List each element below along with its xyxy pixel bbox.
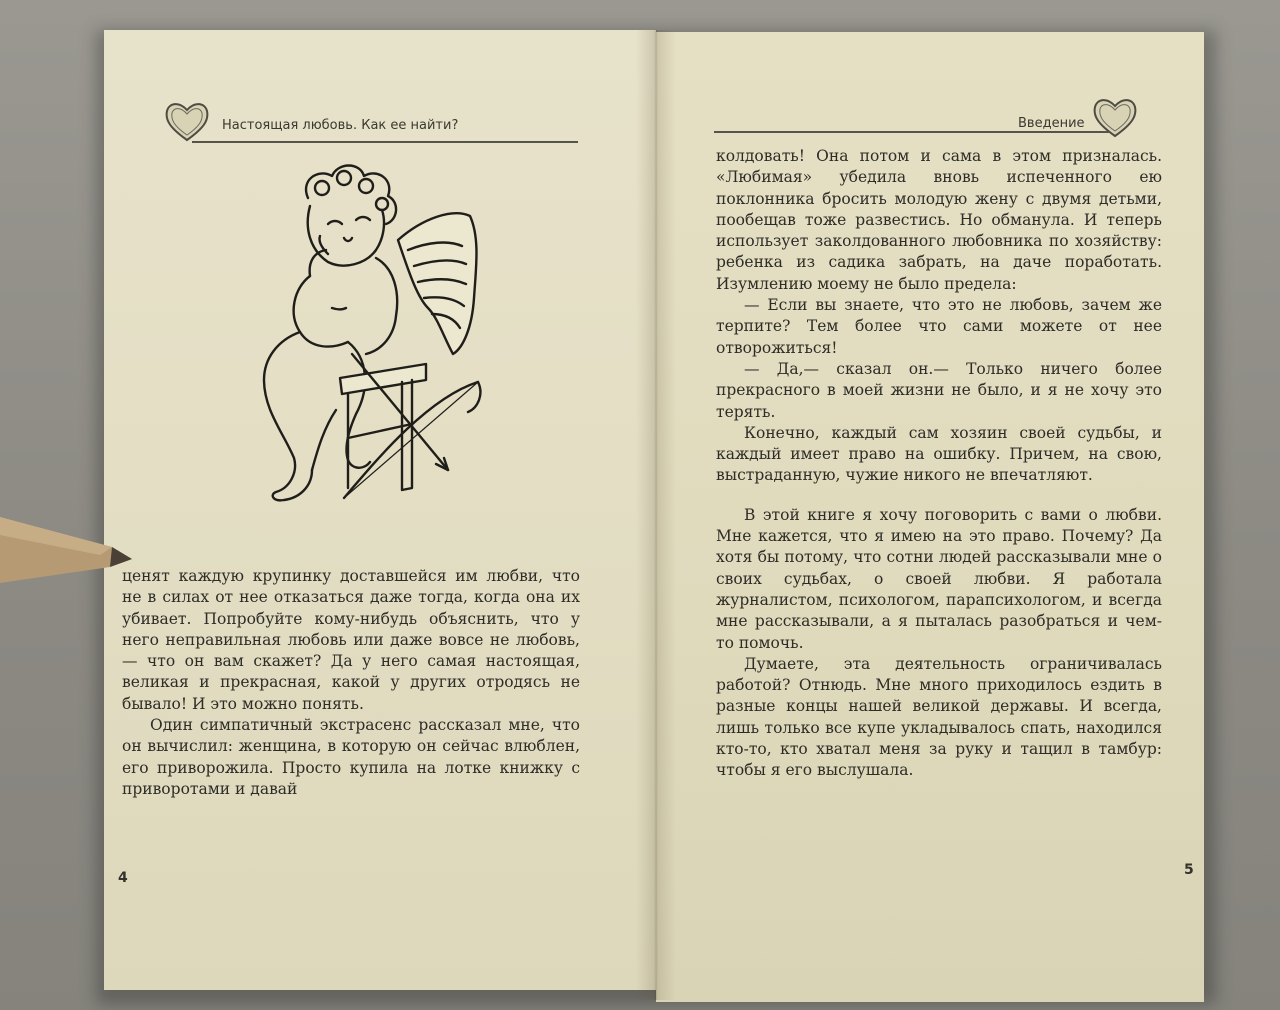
left-running-head: Настоящая любовь. Как ее найти? bbox=[222, 118, 459, 133]
paragraph: — Если вы знаете, что это не любовь, зачем же терпите? Тем более что сами можете от нее отворожиться! bbox=[716, 296, 1162, 357]
right-folio: 5 bbox=[1184, 862, 1194, 878]
right-running-head: Введение bbox=[1018, 116, 1085, 131]
paragraph: Думаете, эта деятельность ограничивалась работой? Отнюдь. Мне много приходилось ездить в разные концы нашей великой державы. И всегда, лишь только все купе укладывалось спать, находился кто-то, кто хватал меня за руку и тащил в тамбур: чтобы я его выслушала. bbox=[716, 654, 1162, 780]
pencil-tip bbox=[0, 505, 140, 585]
paragraph: — Да,— сказал он.— Только ничего более прекрасного в моей жизни не было, и я не хочу это терять. bbox=[716, 359, 1162, 421]
right-body-text bbox=[716, 146, 1162, 782]
book-gutter bbox=[636, 30, 676, 1000]
heart-icon bbox=[162, 98, 212, 144]
heart-icon bbox=[1090, 94, 1140, 140]
paragraph: колдовать! Она потом и сама в этом призналась. «Любимая» убедила вновь испеченного ею поклонника бросить молодую жену с двумя детьми, пообещав тоже развестись. Но обманула. И теперь использует заколдованного любовника по хозяйству: ребенка из садика забрать, на даче поработать. Изумлению моему не было предела: bbox=[716, 147, 1162, 293]
right-header-rule bbox=[714, 131, 1110, 133]
paragraph: Один симпатичный экстрасенс рассказал мне, что он вычислил: женщина, в которую он сейчас влюблен, его приворожила. Просто купила на лотке книжку с приворотами и давай bbox=[122, 716, 580, 798]
paragraph: В этой книге я хочу поговорить с вами о любви. Мне кажется, что я имею на это право. Почему? Да хотя бы потому, что сотни людей рассказывали мне о своих судьбах, о своей любви. Я работала журналистом, психологом, парапсихологом, и всегда мне рассказывали, а я пыталась разобраться и чем-то помочь. bbox=[716, 505, 1162, 652]
left-header-rule bbox=[192, 141, 578, 143]
cupid-illustration bbox=[248, 158, 484, 528]
left-folio: 4 bbox=[118, 870, 128, 886]
paragraph: Конечно, каждый сам хозяин своей судьбы, и каждый имеет право на ошибку. Причем, на свою, выстраданную, чужие никого не впечатляют. bbox=[716, 423, 1162, 485]
paragraph: ценят каждую крупинку доставшейся им любви, что не в силах от нее отказаться даже тогда, когда она их убивает. Попробуйте кому-нибудь объяснить, что у него неправильная любовь или даже вовсе не любовь, — что он вам скажет? Да у него самая настоящая, великая и прекрасная, какой у других отродясь не бывало! И это можно понять. bbox=[122, 567, 580, 713]
left-body-text bbox=[122, 566, 580, 800]
